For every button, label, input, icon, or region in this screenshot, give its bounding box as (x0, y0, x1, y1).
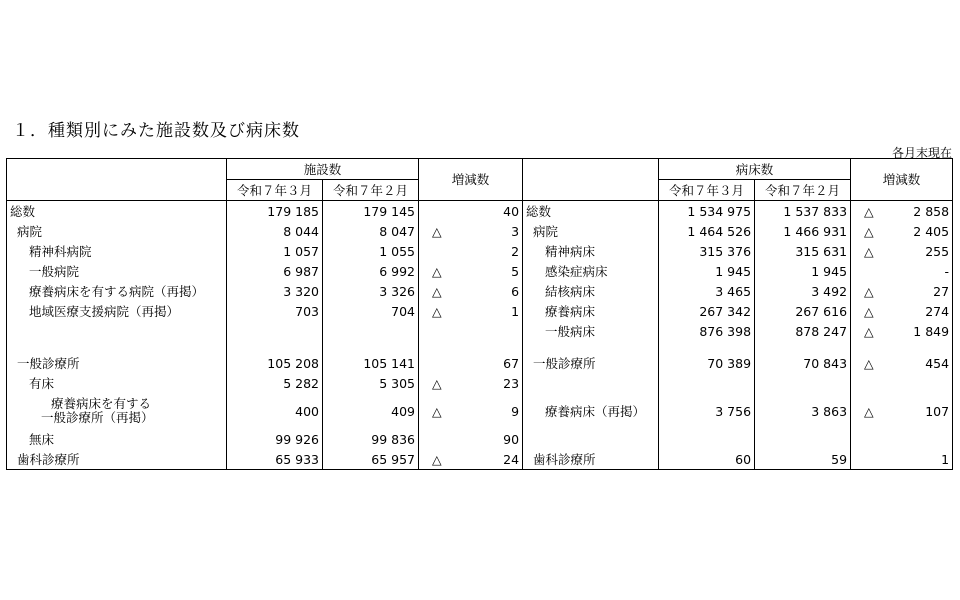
value-feb: 3 326 (323, 281, 419, 301)
decrease-mark (851, 449, 887, 470)
row-label-line-1: 療養病床を有する (51, 396, 152, 411)
decrease-mark: △ (431, 223, 442, 239)
decrease-mark: △ (419, 449, 455, 470)
row-label-left: 総数 (7, 201, 227, 222)
row-label-right: 病院 (523, 221, 659, 241)
value-mar (227, 321, 323, 341)
beds-change: 454 (887, 353, 953, 373)
table-row (7, 321, 953, 341)
beds-change: 1 (887, 449, 953, 470)
row-label-right: 感染症病床 (523, 261, 659, 281)
decrease-mark: △ (863, 223, 874, 239)
row-label-left: 一般病院 (7, 261, 227, 281)
decrease-mark: △ (431, 303, 442, 319)
value-mar: 5 282 (227, 373, 323, 393)
row-label-left: 精神科病院 (7, 241, 227, 261)
row-label-right (523, 429, 659, 449)
header-blank-right (523, 159, 659, 201)
beds-feb: 59 (755, 449, 851, 470)
row-label-line-2: 一般診療所（再掲） (41, 410, 154, 425)
row-label-right: 総数 (523, 201, 659, 222)
decrease-mark: △ (863, 403, 874, 419)
decrease-mark: △ (863, 303, 874, 319)
header-blank-left (7, 159, 227, 201)
value-change (455, 321, 523, 341)
decrease-mark: △ (431, 403, 442, 419)
value-feb: 179 145 (323, 201, 419, 222)
beds-mar: 1 945 (659, 261, 755, 281)
beds-mar: 1 464 526 (659, 221, 755, 241)
beds-feb: 3 492 (755, 281, 851, 301)
row-label-left: 地域医療支援病院（再掲） (7, 301, 227, 321)
value-feb: 8 047 (323, 221, 419, 241)
row-label-right (523, 373, 659, 393)
beds-feb: 1 537 833 (755, 201, 851, 222)
beds-feb: 1 945 (755, 261, 851, 281)
value-change: 3 (455, 221, 523, 241)
beds-change (887, 373, 953, 393)
table-row (7, 301, 953, 321)
value-mar: 8 044 (227, 221, 323, 241)
decrease-mark (419, 429, 455, 449)
value-feb: 65 957 (323, 449, 419, 470)
row-label-left: 有床 (7, 373, 227, 393)
value-change: 40 (455, 201, 523, 222)
value-feb: 1 055 (323, 241, 419, 261)
beds-change: 27 (887, 281, 953, 301)
decrease-mark: △ (431, 283, 442, 299)
value-feb: 409 (323, 393, 419, 429)
header-facilities-feb: 令和７年２月 (323, 180, 419, 201)
beds-feb: 70 843 (755, 353, 851, 373)
value-feb: 6 992 (323, 261, 419, 281)
value-change: 23 (455, 373, 523, 393)
table-row (7, 221, 953, 241)
decrease-mark: △ (863, 203, 874, 219)
row-label-right: 精神病床 (523, 241, 659, 261)
facilities-beds-table (6, 158, 953, 470)
beds-mar: 315 376 (659, 241, 755, 261)
beds-feb: 878 247 (755, 321, 851, 341)
beds-change: 274 (887, 301, 953, 321)
row-label-left (7, 393, 227, 429)
table-row (7, 449, 953, 470)
beds-change: 2 405 (887, 221, 953, 241)
value-mar: 105 208 (227, 353, 323, 373)
beds-mar: 3 756 (659, 393, 755, 429)
beds-change: 1 849 (887, 321, 953, 341)
value-change: 1 (455, 301, 523, 321)
value-feb: 99 836 (323, 429, 419, 449)
table-row (7, 429, 953, 449)
header-facilities-mar: 令和７年３月 (227, 180, 323, 201)
decrease-mark: △ (863, 323, 874, 339)
beds-change: 2 858 (887, 201, 953, 222)
row-label-left: 歯科診療所 (7, 449, 227, 470)
beds-mar (659, 429, 755, 449)
value-change: 2 (455, 241, 523, 261)
row-label-left: 病院 (7, 221, 227, 241)
beds-mar: 70 389 (659, 353, 755, 373)
beds-feb: 315 631 (755, 241, 851, 261)
header-facilities: 施設数 (227, 159, 419, 180)
row-label-right: 療養病床 (523, 301, 659, 321)
table-row (7, 353, 953, 373)
decrease-mark: △ (431, 263, 442, 279)
table-row (7, 281, 953, 301)
table-row (7, 261, 953, 281)
header-row-1 (7, 159, 953, 180)
table-row (7, 393, 953, 429)
beds-feb: 267 616 (755, 301, 851, 321)
beds-change: - (887, 261, 953, 281)
beds-feb: 3 863 (755, 393, 851, 429)
decrease-mark: △ (431, 375, 442, 391)
row-label-right: 一般病床 (523, 321, 659, 341)
header-facilities-change: 増減数 (419, 159, 523, 201)
table-row (7, 373, 953, 393)
as-of-note: 各月末現在 (891, 146, 952, 160)
table-row (7, 241, 953, 261)
decrease-mark (851, 261, 887, 281)
beds-mar (659, 373, 755, 393)
value-mar: 3 320 (227, 281, 323, 301)
beds-change (887, 429, 953, 449)
beds-mar: 1 534 975 (659, 201, 755, 222)
beds-mar: 267 342 (659, 301, 755, 321)
beds-mar: 60 (659, 449, 755, 470)
row-label-left: 一般診療所 (7, 353, 227, 373)
decrease-mark: △ (863, 243, 874, 259)
value-mar: 6 987 (227, 261, 323, 281)
value-feb: 5 305 (323, 373, 419, 393)
value-feb (323, 321, 419, 341)
value-feb: 105 141 (323, 353, 419, 373)
page-title: １．種類別にみた施設数及び病床数 (12, 121, 300, 141)
value-mar: 703 (227, 301, 323, 321)
beds-mar: 876 398 (659, 321, 755, 341)
beds-feb (755, 373, 851, 393)
decrease-mark: △ (863, 355, 874, 371)
decrease-mark (419, 353, 455, 373)
row-label-right: 結核病床 (523, 281, 659, 301)
row-label-right: 一般診療所 (523, 353, 659, 373)
header-beds-change: 増減数 (851, 159, 953, 201)
table-row (7, 201, 953, 222)
value-change: 6 (455, 281, 523, 301)
row-label-left (7, 321, 227, 341)
value-change: 5 (455, 261, 523, 281)
value-change: 67 (455, 353, 523, 373)
beds-change: 255 (887, 241, 953, 261)
beds-feb (755, 429, 851, 449)
row-label-right: 療養病床（再掲） (523, 393, 659, 429)
decrease-mark (419, 201, 455, 222)
beds-feb: 1 466 931 (755, 221, 851, 241)
row-label-left: 無床 (7, 429, 227, 449)
decrease-mark (419, 241, 455, 261)
row-label-right: 歯科診療所 (523, 449, 659, 470)
row-label-left: 療養病床を有する病院（再掲） (7, 281, 227, 301)
decrease-mark: △ (863, 283, 874, 299)
beds-change: 107 (887, 393, 953, 429)
value-change: 24 (455, 449, 523, 470)
value-change: 9 (455, 393, 523, 429)
spacer-row (7, 341, 953, 353)
value-feb: 704 (323, 301, 419, 321)
value-change: 90 (455, 429, 523, 449)
decrease-mark (419, 321, 455, 341)
decrease-mark (851, 429, 887, 449)
value-mar: 1 057 (227, 241, 323, 261)
header-beds-feb: 令和７年２月 (755, 180, 851, 201)
value-mar: 400 (227, 393, 323, 429)
value-mar: 65 933 (227, 449, 323, 470)
decrease-mark (851, 373, 887, 393)
header-beds-mar: 令和７年３月 (659, 180, 755, 201)
value-mar: 179 185 (227, 201, 323, 222)
value-mar: 99 926 (227, 429, 323, 449)
header-beds: 病床数 (659, 159, 851, 180)
beds-mar: 3 465 (659, 281, 755, 301)
